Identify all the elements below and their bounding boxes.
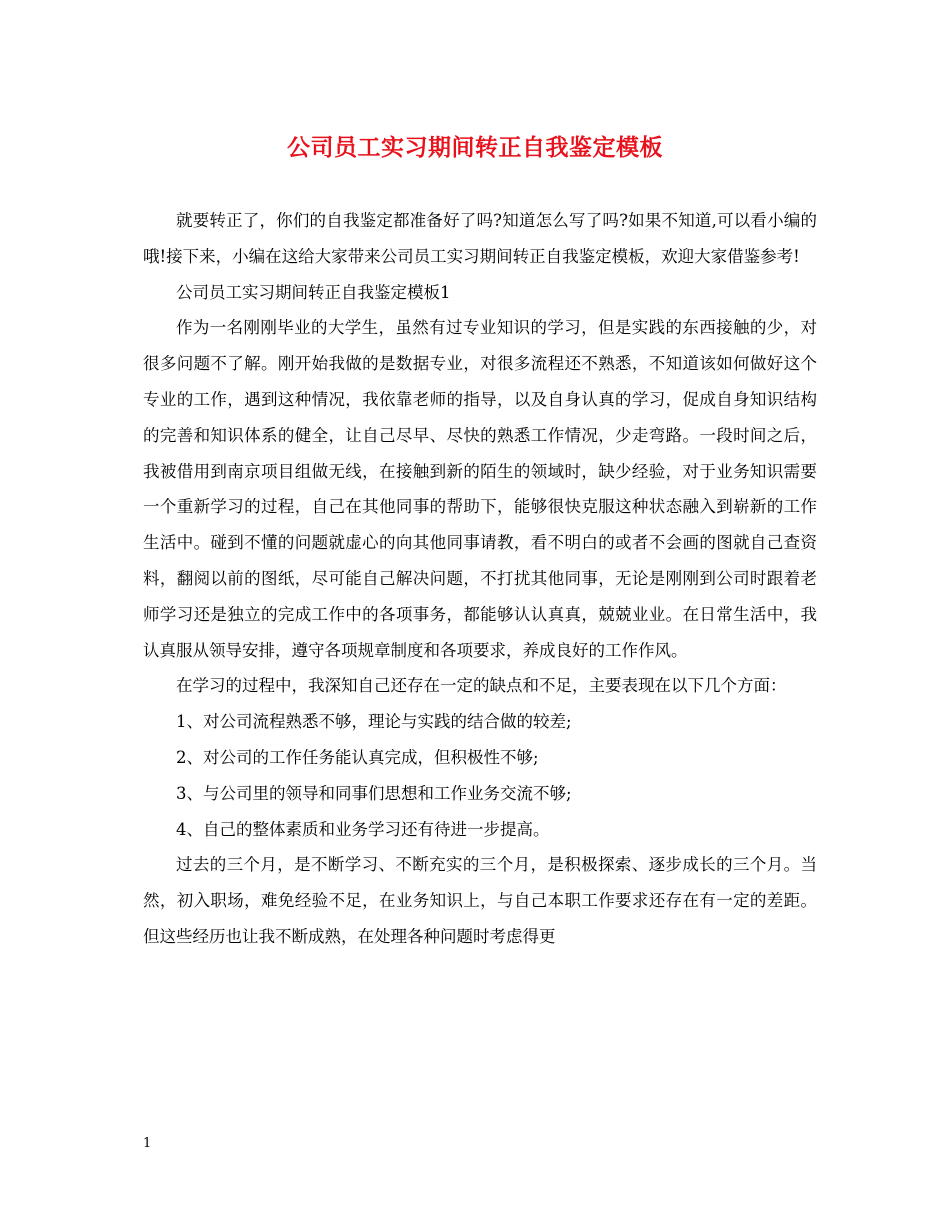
body-paragraph: 作为一名刚刚毕业的大学生，虽然有过专业知识的学习，但是实践的东西接触的少，对很多问题不了解。刚开始我做的是数据专业，对很多流程还不熟悉，不知道该如何做好这个专业的工作，遇到这种情况，我依靠老师的指导，以及自身认真的学习，促成自身知识结构的完善和知识体系的健全，让自己尽早、尽快的熟悉工作情况，少走弯路。一段时间之后，我被借用到南京项目组做无线，在接触到新的陌生的领域时，缺少经验，对于业务知识需要一个重新学习的过程，自己在其他同事的帮助下，能够很快克服这种状态融入到崭新的工作生活中。碰到不懂的问题就虚心的向其他同事请教，看不明白的或者不会画的图就自己查资料，翻阅以前的图纸，尽可能自己解决问题，不打扰其他同事，无论是刚刚到公司时跟着老师学习还是独立的完成工作中的各项事务，都能够认认真真，兢兢业业。在日常生活中，我认真服从领导安排，遵守各项规章制度和各项要求，养成良好的工作作风。	[143, 318, 817, 660]
list-item: 4、自己的整体素质和业务学习还有待进一步提高。	[176, 819, 550, 839]
list-item: 3、与公司里的领导和同事们思想和工作业务交流不够;	[176, 783, 572, 803]
list-item: 1、对公司流程熟悉不够，理论与实践的结合做的较差;	[176, 712, 572, 732]
document-title: 公司员工实习期间转正自我鉴定模板	[287, 134, 663, 161]
body-paragraph: 过去的三个月，是不断学习、不断充实的三个月，是积极探索、逐步成长的三个月。当然，初入职场，难免经验不足，在业务知识上，与自己本职工作要求还存在有一定的差距。但这些经历也让我不断成熟，在处理各种问题时考虑得更	[143, 855, 817, 946]
list-item: 2、对公司的工作任务能认真完成，但积极性不够;	[176, 747, 539, 767]
page-number: 1	[143, 1136, 152, 1151]
body-paragraph: 在学习的过程中，我深知自己还存在一定的缺点和不足，主要表现在以下几个方面：	[176, 676, 787, 696]
document-body	[143, 203, 817, 955]
section-heading: 公司员工实习期间转正自我鉴定模板1	[176, 282, 451, 302]
intro-paragraph: 就要转正了，你们的自我鉴定都准备好了吗?知道怎么写了吗?如果不知道,可以看小编的哦!接下来，小编在这给大家带来公司员工实习期间转正自我鉴定模板，欢迎大家借鉴参考!	[143, 211, 817, 266]
